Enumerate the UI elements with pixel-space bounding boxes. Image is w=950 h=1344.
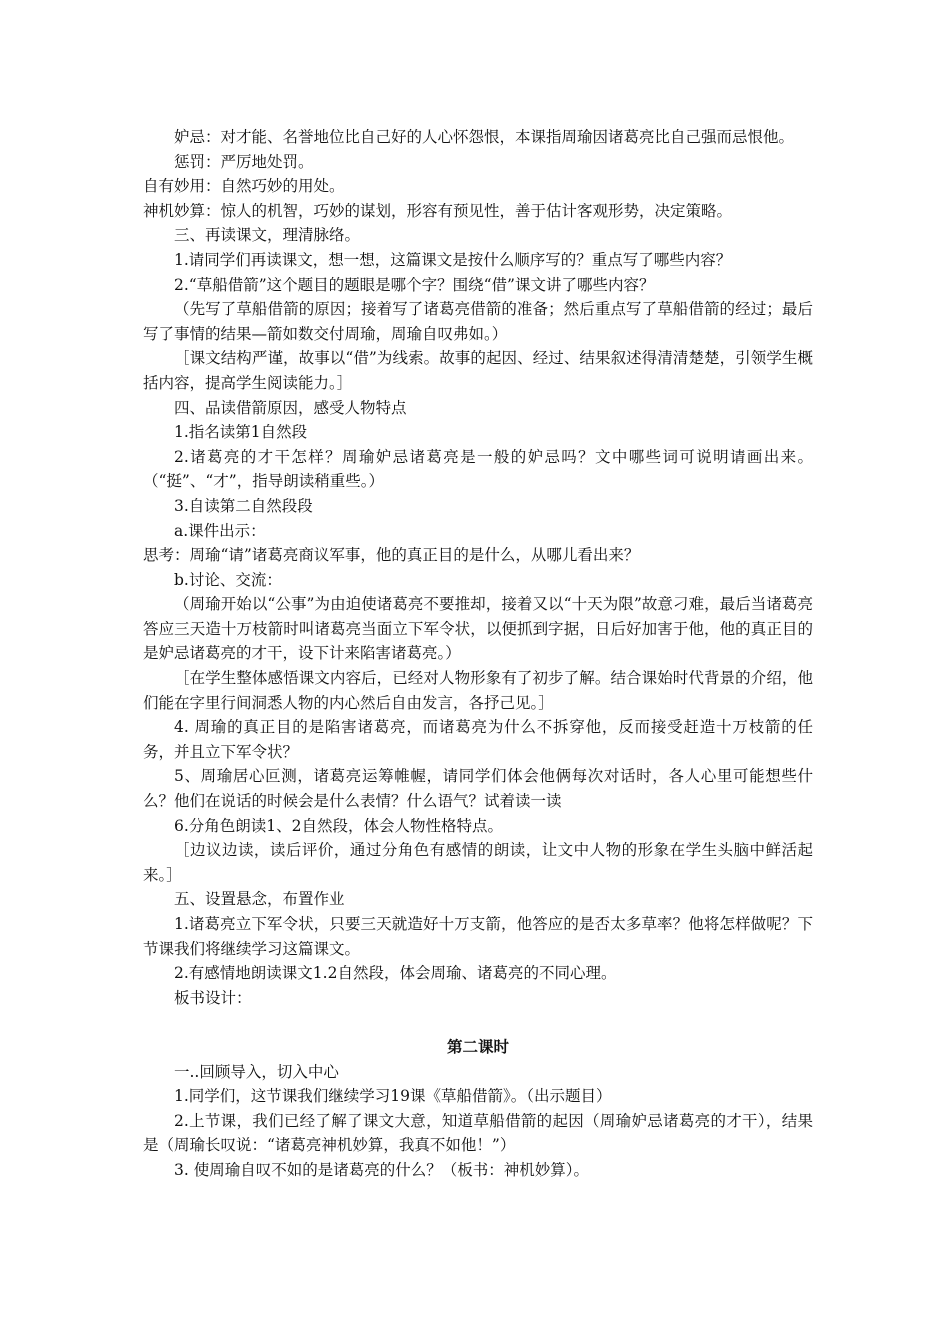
list-item: 5、周瑜居心叵测，诸葛亮运筹帷幄，请同学们体会他俩每次对话时，各人心里可能想些什么？他们在说话的时候会是什么表情？什么语气？试着读一读 bbox=[143, 767, 813, 811]
list-item: 3. 使周瑜自叹不如的是诸葛亮的什么？（板书：神机妙算）。 bbox=[174, 1160, 589, 1179]
list-item: 1.指名读第1自然段 bbox=[174, 423, 308, 442]
section-heading-four: 四、品读借箭原因，感受人物特点 bbox=[174, 398, 407, 417]
document-body bbox=[143, 125, 813, 1183]
list-item: 2.上节课，我们已经了解了课文大意，知道草船借箭的起因（周瑜妒忌诸葛亮的才干），结果是（周瑜长叹说：“诸葛亮神机妙算，我真不如他！”） bbox=[143, 1111, 813, 1155]
list-item: 2.有感情地朗读课文1.2自然段，体会周瑜、诸葛亮的不同心理。 bbox=[174, 964, 617, 983]
teaching-note: ［在学生整体感悟课文内容后，已经对人物形象有了初步了解。结合课始时代背景的介绍，他们能在字里行间洞悉人物的内心然后自由发言，各抒己见。］ bbox=[143, 669, 813, 712]
board-design-label: 板书设计： bbox=[174, 988, 252, 1007]
list-item: 1.同学们，这节课我们继续学习19课《草船借箭》。（出示题目） bbox=[174, 1087, 612, 1106]
list-item: 3.自读第二自然段段 bbox=[174, 496, 313, 515]
paragraph-definition-jealousy: 妒忌：对才能、名誉地位比自己好的人心怀怨恨，本课指周瑜因诸葛亮比自己强而忌恨他。 bbox=[174, 128, 795, 146]
list-item: 2.诸葛亮的才干怎样？周瑜妒忌诸葛亮是一般的妒忌吗？文中哪些词可说明请画出来。（“挺”、“才”，指导朗读稍重些。） bbox=[143, 447, 813, 491]
section-title: 第二课时 bbox=[446, 1036, 509, 1056]
answer-note: （周瑜开始以“公事”为由迫使诸葛亮不要推却，接着又以“十天为限”故意刁难，最后当诸葛亮答应三天造十万枝箭时叫诸葛亮当面立下军令状，以便抓到字据，日后好加害于他，他的真正目的是妒忌诸葛亮的才干，设下计来陷害诸葛亮。） bbox=[143, 595, 813, 663]
list-item: 2.“草船借箭”这个题目的题眼是哪个字？围绕“借”课文讲了哪些内容？ bbox=[174, 275, 655, 294]
paragraph-definition-use: 自有妙用：自然巧妙的用处。 bbox=[143, 177, 345, 196]
teaching-note: ［边议边读，读后评价，通过分角色有感情的朗读，让文中人物的形象在学生头脑中鲜活起来。］ bbox=[143, 841, 813, 884]
section-heading-five: 五、设置悬念，布置作业 bbox=[174, 890, 345, 909]
list-item: 6.分角色朗读1、2自然段，体会人物性格特点。 bbox=[174, 816, 504, 835]
paragraph-definition-punish: 惩罚：严厉地处罚。 bbox=[174, 152, 314, 171]
paragraph-definition-strategy: 神机妙算：惊人的机智，巧妙的谋划，形容有预见性，善于估计客观形势，决定策略。 bbox=[143, 201, 733, 220]
list-item: b.讨论、交流： bbox=[174, 570, 282, 589]
section-heading-one: 一..回顾导入，切入中心 bbox=[174, 1062, 339, 1081]
list-item: 1.请同学们再读课文，想一想，这篇课文是按什么顺序写的？重点写了哪些内容？ bbox=[174, 250, 732, 269]
question-text: 思考：周瑜“请”诸葛亮商议军事，他的真正目的是什么，从哪儿看出来？ bbox=[143, 546, 640, 565]
teaching-note: ［课文结构严谨，故事以“借”为线索。故事的起因、经过、结果叙述得清清楚楚，引领学生概括内容，提高学生阅读能力。］ bbox=[143, 349, 813, 392]
blank-line bbox=[143, 1010, 813, 1035]
section-heading-three: 三、再读课文，理清脉络。 bbox=[174, 226, 361, 245]
list-item: a.课件出示： bbox=[174, 521, 266, 540]
list-item: 1.诸葛亮立下军令状，只要三天就造好十万支箭，他答应的是否太多草率？他将怎样做呢？下节课我们将继续学习这篇课文。 bbox=[143, 915, 813, 958]
answer-note: （先写了草船借箭的原因；接着写了诸葛亮借箭的准备；然后重点写了草船借箭的经过；最后写了事情的结果—箭如数交付周瑜，周瑜自叹弗如。） bbox=[143, 300, 813, 343]
list-item: 4. 周瑜的真正目的是陷害诸葛亮，而诸葛亮为什么不拆穿他，反而接受赶造十万枝箭的任务，并且立下军令状？ bbox=[143, 718, 813, 761]
